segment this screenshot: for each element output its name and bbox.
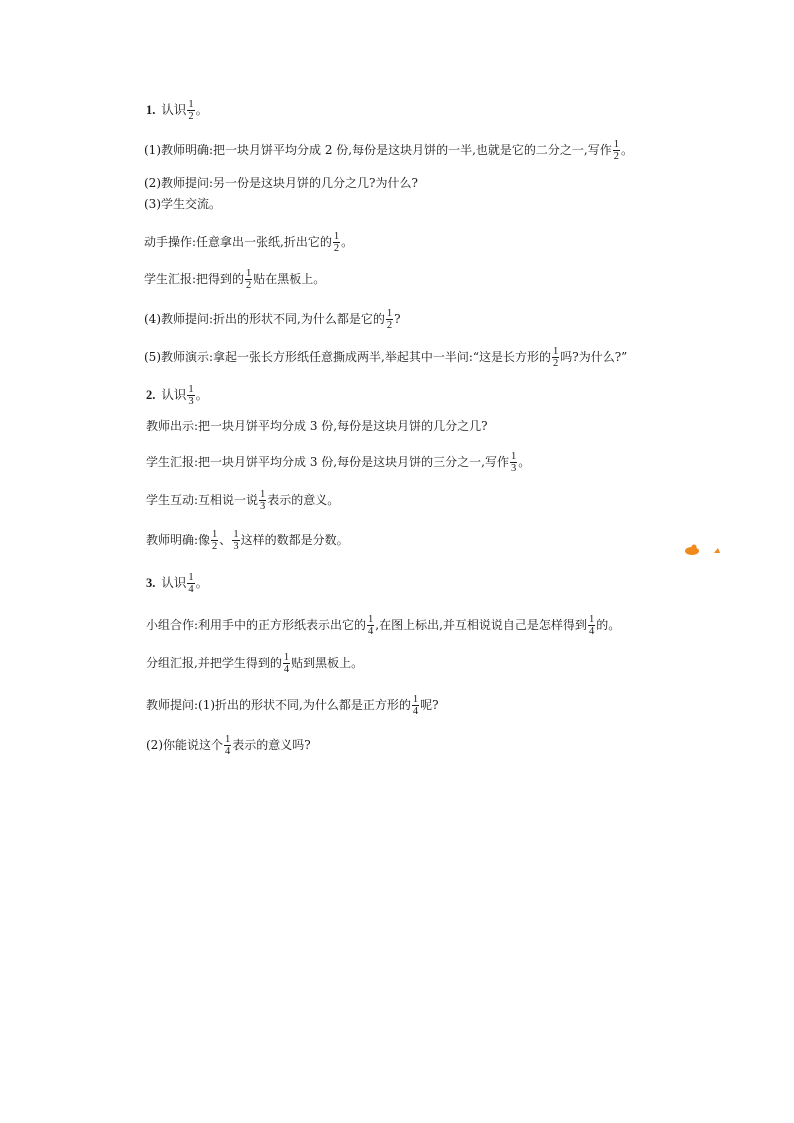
- paragraph: 教师明确:像 $\frac{1}{2}$ 、 $\frac{1}{3}$ 这样的数都是分数。: [146, 529, 349, 552]
- paragraph: 小组合作:利用手中的正方形纸表示出它的 $\frac{1}{4}$ ,在图上标出,并互相说说自己是怎样得到 $\frac{1}{4}$ 的。: [146, 614, 621, 637]
- fraction-half: $\frac{1}{2}$: [188, 99, 194, 122]
- decoration-mark-icon: [684, 544, 724, 556]
- fraction-third: $\frac{1}{3}$: [260, 489, 266, 512]
- fraction-quarter: $\frac{1}{4}$: [368, 614, 374, 637]
- paragraph: (2)你能说这个 $\frac{1}{4}$ 表示的意义吗?: [146, 734, 311, 757]
- paragraph: 学生汇报:把一块月饼平均分成 3 份,每份是这块月饼的三分之一,写作 $\frac{1}{3}$ 。: [146, 451, 531, 474]
- paragraph: 教师出示:把一块月饼平均分成 3 份,每份是这块月饼的几分之几?: [146, 419, 488, 433]
- paragraph: (4)教师提问:折出的形状不同,为什么都是它的 $\frac{1}{2}$ ?: [144, 308, 401, 331]
- fraction-quarter: $\frac{1}{4}$: [283, 652, 290, 675]
- fraction-half: $\frac{1}{2}$: [613, 139, 620, 162]
- fraction-quarter: $\frac{1}{4}$: [188, 572, 194, 595]
- paragraph: (5)教师演示:拿起一张长方形纸任意撕成两半,举起其中一半问:“这是长方形的 $\frac{1}{2}$ 吗?为什么?”: [144, 346, 628, 369]
- fraction-half: $\frac{1}{2}$: [246, 268, 252, 291]
- fraction-half: $\frac{1}{2}$: [386, 308, 393, 331]
- fraction-half: $\frac{1}{2}$: [212, 529, 218, 552]
- section-1-heading: 1. 认识 $\frac{1}{2}$ 。: [146, 99, 209, 122]
- paragraph: (3)学生交流。: [144, 197, 221, 211]
- paragraph: 学生汇报:把得到的 $\frac{1}{2}$ 贴在黑板上。: [144, 268, 326, 291]
- fraction-third: $\frac{1}{3}$: [510, 451, 517, 474]
- paragraph: 分组汇报,并把学生得到的 $\frac{1}{4}$ 贴到黑板上。: [146, 652, 364, 675]
- paragraph: 学生互动:互相说一说 $\frac{1}{3}$ 表示的意义。: [146, 489, 340, 512]
- fraction-half: $\frac{1}{2}$: [333, 231, 340, 254]
- section-2-heading: 2. 认识 $\frac{1}{3}$ 。: [146, 384, 209, 407]
- fraction-quarter: $\frac{1}{4}$: [225, 734, 231, 757]
- fraction-half: $\frac{1}{2}$: [553, 346, 559, 369]
- paragraph: (1)教师明确:把一块月饼平均分成 2 份,每份是这块月饼的一半,也就是它的二分之一,写作 $\frac{1}{2}$ 。: [144, 139, 634, 162]
- fraction-quarter: $\frac{1}{4}$: [588, 614, 595, 637]
- fraction-third: $\frac{1}{3}$: [233, 529, 239, 552]
- paragraph: 动手操作:任意拿出一张纸,折出它的 $\frac{1}{2}$ 。: [144, 231, 354, 254]
- fraction-quarter: $\frac{1}{4}$: [412, 694, 419, 717]
- paragraph: 教师提问:(1)折出的形状不同,为什么都是正方形的 $\frac{1}{4}$ 呢?: [146, 694, 439, 717]
- section-3-heading: 3. 认识 $\frac{1}{4}$ 。: [146, 572, 209, 595]
- paragraph: (2)教师提问:另一份是这块月饼的几分之几?为什么?: [144, 176, 418, 190]
- fraction-third: $\frac{1}{3}$: [188, 384, 194, 407]
